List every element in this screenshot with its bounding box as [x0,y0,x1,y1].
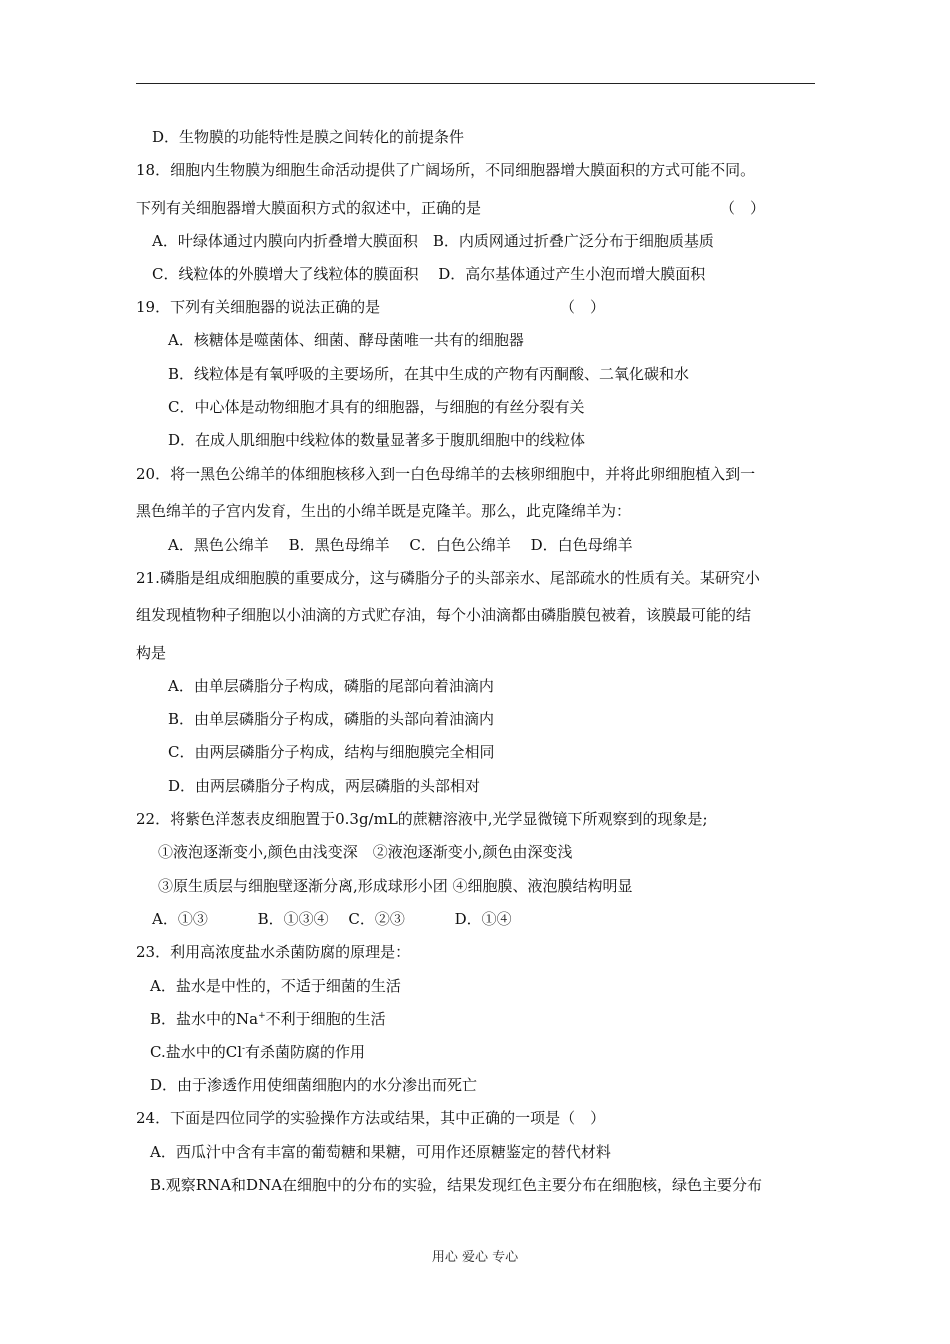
q23-stem: 23．利用高浓度盐水杀菌防腐的原理是： [136,943,411,961]
q18-options-cd: C．线粒体的外膜增大了线粒体的膜面积 D．高尔基体通过产生小泡而增大膜面积 [152,265,706,283]
q19-stem: 19．下列有关细胞器的说法正确的是 [136,298,381,316]
q23-option-c-text: C.盐水中的Cl [150,1043,242,1061]
q23-option-b-text: B．盐水中的Na [150,1010,259,1028]
q19-option-d: D．在成人肌细胞中线粒体的数量显著多于腹肌细胞中的线粒体 [168,431,586,449]
q18-stem-line1: 18．细胞内生物膜为细胞生命活动提供了广阔场所，不同细胞器增大膜面积的方式可能不同。 [136,161,756,179]
q22-statements-12: ①液泡逐渐变小,颜色由浅变深 ②液泡逐渐变小,颜色由深变浅 [158,843,573,861]
q21-stem-line3: 构是 [136,644,167,662]
q21-stem-line1: 21.磷脂是组成细胞膜的重要成分，这与磷脂分子的头部亲水、尾部疏水的性质有关。某研究小 [136,569,760,587]
q24-stem: 24．下面是四位同学的实验操作方法或结果，其中正确的一项是（ ） [136,1109,606,1127]
chloride-charge-sup: - [242,1044,246,1054]
q21-stem-line2: 组发现植物种子细胞以小油滴的方式贮存油，每个小油滴都由磷脂膜包被着，该膜最可能的结 [136,606,752,624]
q23-option-a: A．盐水是中性的，不适于细菌的生活 [150,977,401,995]
q20-stem-line2: 黑色绵羊的子宫内发育，生出的小绵羊既是克隆羊。那么，此克隆绵羊为： [136,502,632,520]
q24-option-a: A．西瓜汁中含有丰富的葡萄糖和果糖，可用作还原糖鉴定的替代材料 [150,1143,611,1161]
q17-option-d: D．生物膜的功能特性是膜之间转化的前提条件 [152,128,465,146]
q23-option-c [150,1042,365,1062]
q21-option-a: A．由单层磷脂分子构成，磷脂的尾部向着油滴内 [168,677,494,695]
q19-answer-paren: （ ） [560,298,606,316]
sodium-charge-sup: + [258,1011,266,1021]
q20-options: A．黑色公绵羊 B．黑色母绵羊 C．白色公绵羊 D．白色母绵羊 [168,536,633,554]
q24-option-b: B.观察RNA和DNA在细胞中的分布的实验，结果发现红色主要分布在细胞核，绿色主要分布 [150,1176,763,1194]
q21-option-c: C．由两层磷脂分子构成，结构与细胞膜完全相同 [168,743,495,761]
header-rule [136,83,815,84]
q21-option-b: B．由单层磷脂分子构成，磷脂的头部向着油滴内 [168,710,495,728]
q23-option-d: D．由于渗透作用使细菌细胞内的水分渗出而死亡 [150,1076,478,1094]
q19-option-c: C．中心体是动物细胞才具有的细胞器，与细胞的有丝分裂有关 [168,398,585,416]
q22-stem: 22．将紫色洋葱表皮细胞置于0.3g/mL的蔗糖溶液中,光学显微镜下所观察到的现象是; [136,810,708,828]
q21-option-d: D．由两层磷脂分子构成，两层磷脂的头部相对 [168,777,481,795]
q22-statements-34: ③原生质层与细胞壁逐渐分离,形成球形小团 ④细胞膜、液泡膜结构明显 [158,877,633,895]
q19-option-b: B．线粒体是有氧呼吸的主要场所，在其中生成的产物有丙酮酸、二氧化碳和水 [168,365,690,383]
q22-options: A．①③ B．①③④ C．②③ D．①④ [152,910,512,928]
page-footer: 用心 爱心 专心 [431,1250,519,1265]
q18-answer-paren: （ ） [720,199,766,217]
q23-option-c-rest: 有杀菌防腐的作用 [245,1043,366,1061]
q19-option-a: A．核糖体是噬菌体、细菌、酵母菌唯一共有的细胞器 [168,331,524,349]
q18-stem-line2: 下列有关细胞器增大膜面积方式的叙述中，正确的是 [136,199,482,217]
q18-options-ab: A．叶绿体通过内膜向内折叠增大膜面积 B．内质网通过折叠广泛分布于细胞质基质 [152,232,714,250]
q20-stem-line1: 20．将一黑色公绵羊的体细胞核移入到一白色母绵羊的去核卵细胞中，并将此卵细胞植入到一 [136,465,756,483]
q23-option-b [150,1009,386,1029]
q23-option-b-rest: 不利于细胞的生活 [265,1010,386,1028]
